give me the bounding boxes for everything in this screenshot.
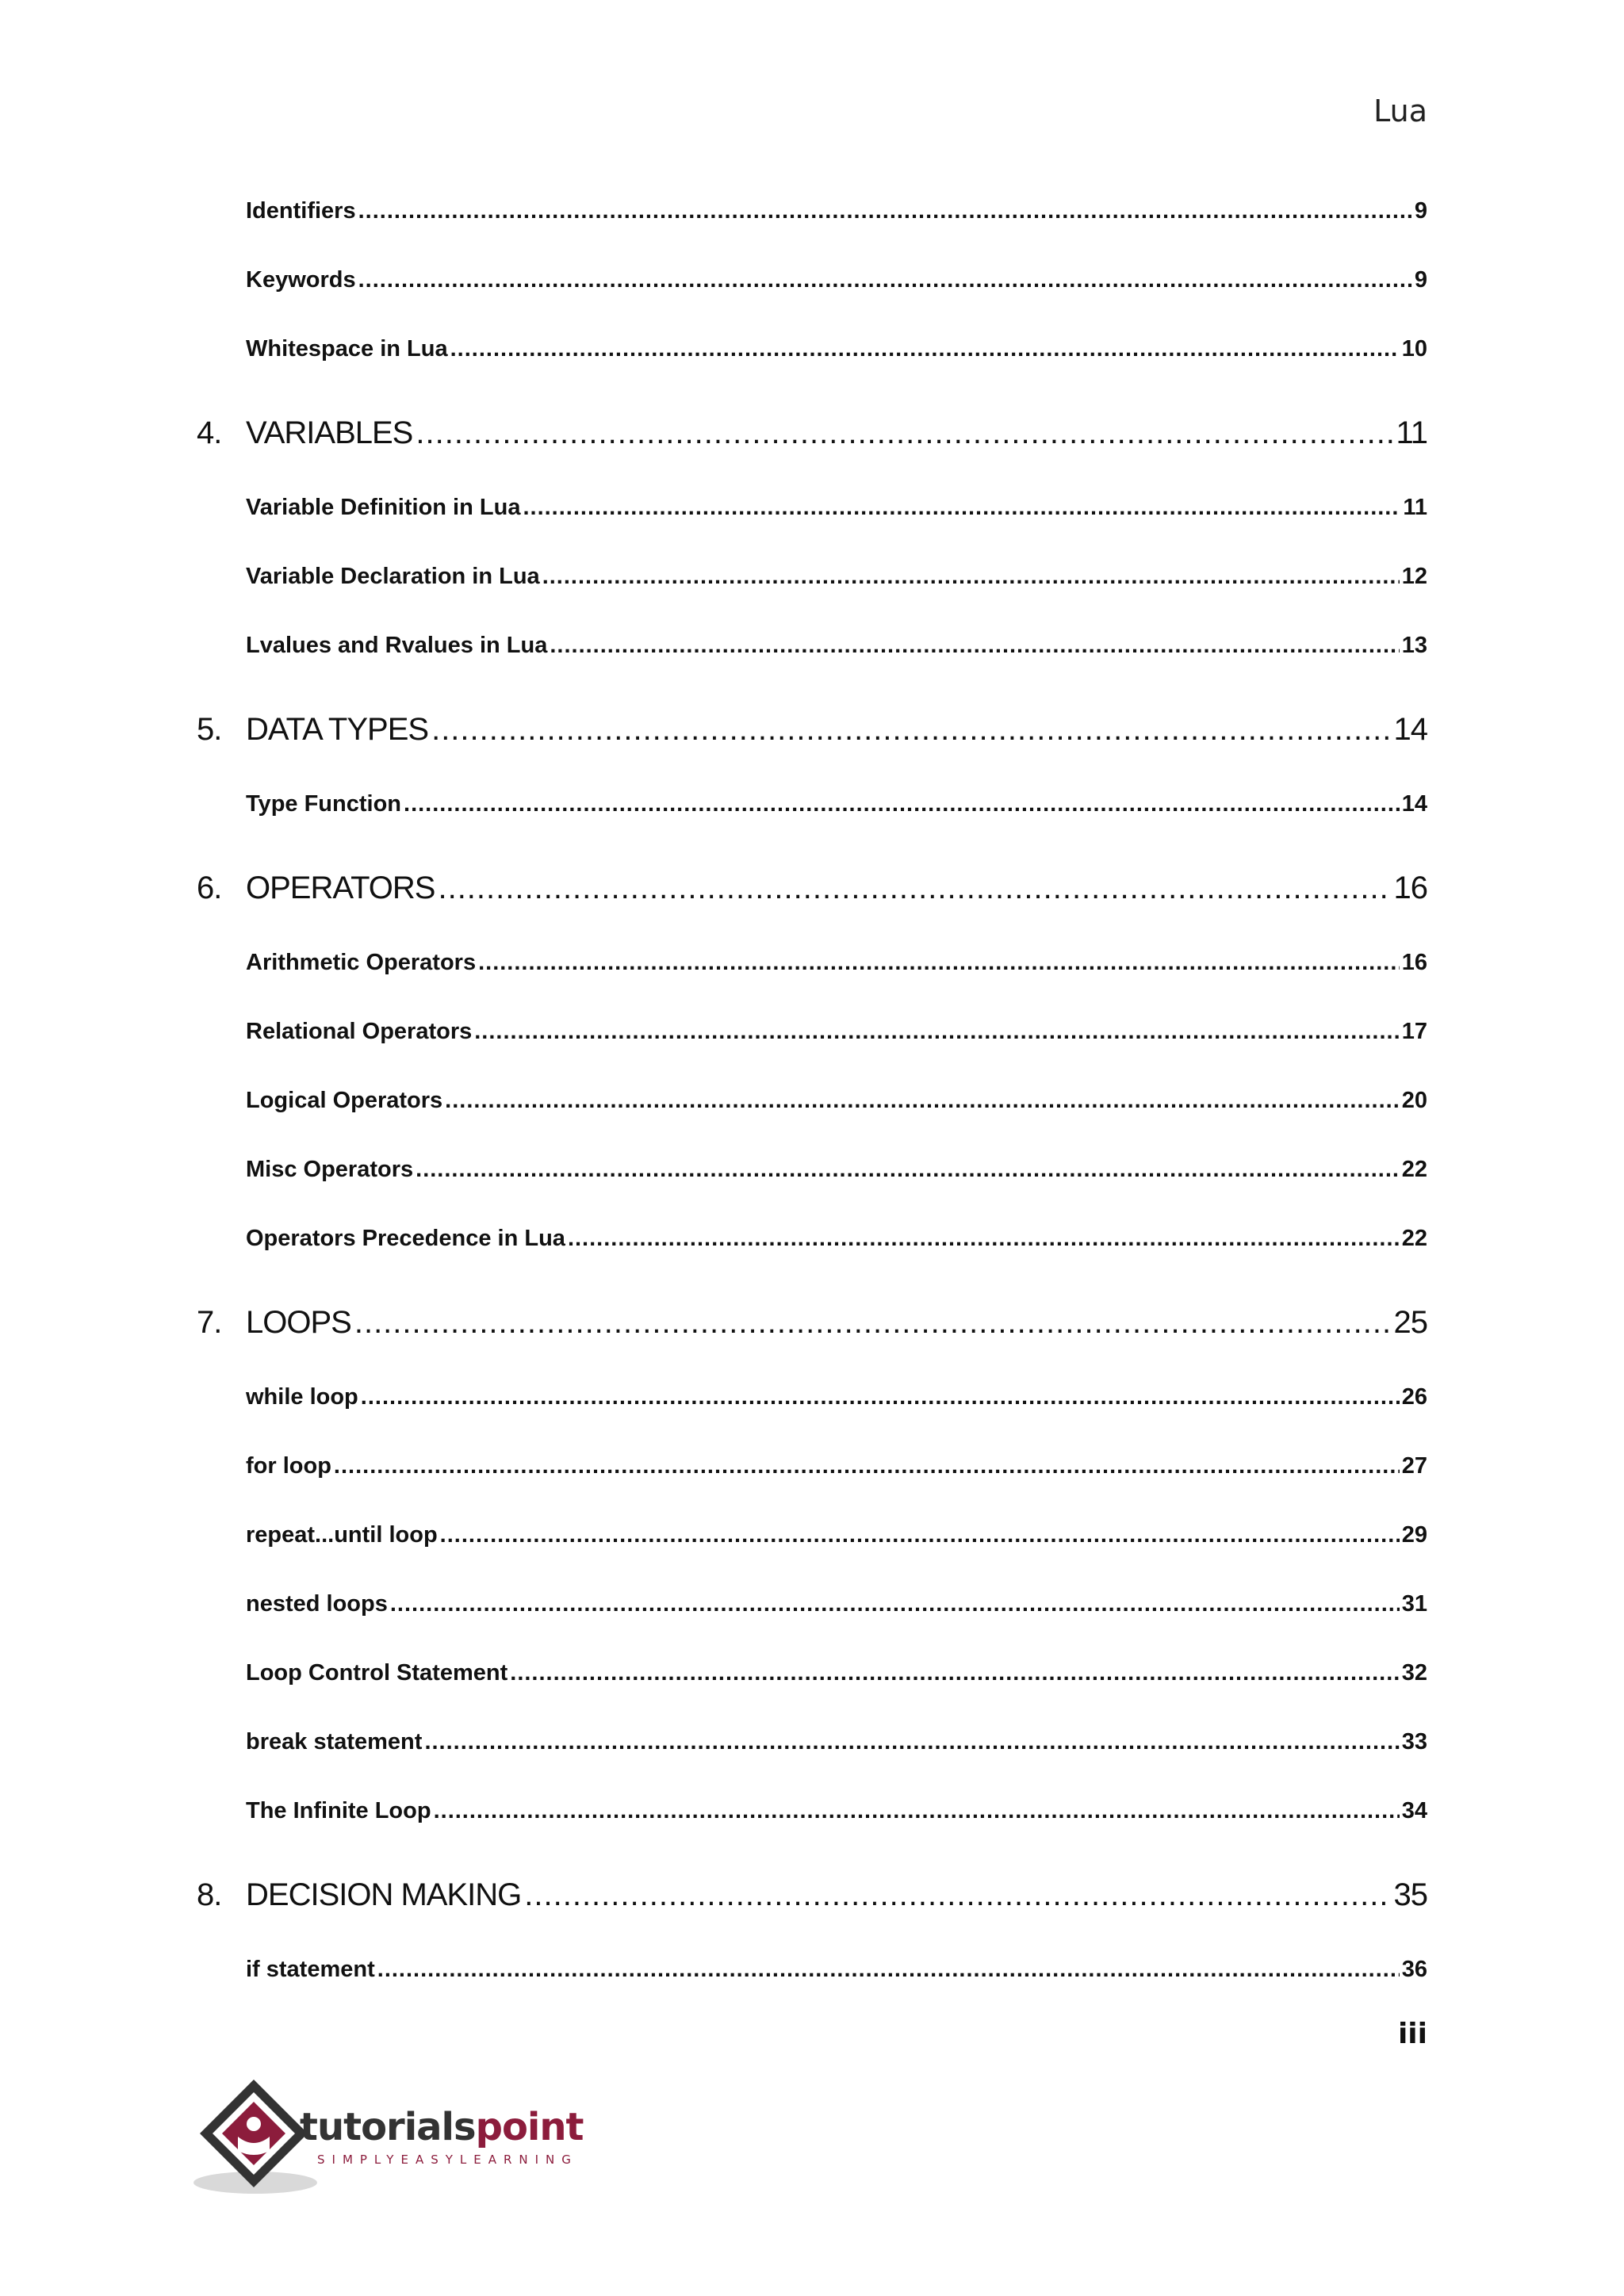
toc-chapter[interactable] — [197, 712, 1427, 760]
toc-dot-leader — [404, 791, 1400, 817]
toc-dot-leader — [550, 633, 1399, 659]
toc-entry[interactable] — [246, 950, 1427, 988]
toc-entry-label: Operators Precedence in Lua — [246, 1226, 565, 1251]
toc-entry[interactable] — [246, 1957, 1427, 1995]
toc-page-number: 17 — [1401, 1019, 1427, 1044]
toc-chapter-number: 8. — [197, 1877, 222, 1912]
toc-page-number: 10 — [1401, 336, 1427, 362]
toc-entry[interactable] — [246, 1798, 1427, 1836]
toc-entry-label: nested loops — [246, 1591, 388, 1617]
toc-entry-label: Arithmetic Operators — [246, 950, 477, 975]
page-header-title: Lua — [1373, 94, 1427, 128]
toc-dot-leader — [450, 336, 1400, 362]
toc-dot-leader — [416, 1157, 1400, 1183]
toc-page-number: 29 — [1401, 1522, 1427, 1548]
toc-page-number: 16 — [1393, 871, 1427, 905]
toc-entry[interactable] — [246, 1660, 1427, 1698]
toc-entry-label: Lvalues and Rvalues in Lua — [246, 633, 548, 658]
toc-chapter[interactable] — [197, 415, 1427, 463]
toc-entry-label: DECISION MAKING — [246, 1877, 522, 1912]
toc-dot-leader — [361, 1384, 1400, 1410]
toc-entry-label: while loop — [246, 1384, 358, 1410]
toc-dot-leader — [438, 871, 1390, 906]
toc-dot-leader — [334, 1453, 1400, 1479]
toc-entry-label: Logical Operators — [246, 1088, 443, 1113]
toc-page-number: 26 — [1401, 1384, 1427, 1410]
toc-page-number: 9 — [1414, 198, 1427, 224]
toc-entry[interactable] — [246, 1384, 1427, 1422]
toc-dot-leader — [474, 1019, 1399, 1045]
toc-page-number: 32 — [1401, 1660, 1427, 1686]
toc-entry-label: Identifiers — [246, 198, 356, 224]
toc-page-number: 20 — [1401, 1088, 1427, 1113]
toc-page-number: 22 — [1401, 1226, 1427, 1251]
toc-dot-leader — [445, 1088, 1400, 1114]
toc-page-number: 35 — [1393, 1877, 1427, 1912]
toc-page-number: 9 — [1414, 267, 1427, 293]
toc-dot-leader — [390, 1591, 1400, 1617]
toc-entry[interactable] — [246, 564, 1427, 602]
toc-dot-leader — [568, 1226, 1400, 1252]
tutorialspoint-logo — [190, 2073, 603, 2200]
logo-tagline: SIMPLYEASYLEARNING — [317, 2152, 578, 2167]
toc-chapter-number: 4. — [197, 415, 222, 450]
toc-entry[interactable] — [246, 267, 1427, 305]
toc-entry-label: DATA TYPES — [246, 712, 429, 747]
toc-entry[interactable] — [246, 791, 1427, 829]
page-number: iii — [1397, 2018, 1427, 2050]
toc-entry-label: break statement — [246, 1729, 423, 1755]
toc-entry-label: Keywords — [246, 267, 356, 293]
toc-page-number: 22 — [1401, 1157, 1427, 1182]
toc-page-number: 36 — [1401, 1957, 1427, 1982]
toc-page-number: 27 — [1401, 1453, 1427, 1479]
toc-entry-label: Whitespace in Lua — [246, 336, 448, 362]
toc-entry[interactable] — [246, 1019, 1427, 1057]
toc-entry[interactable] — [246, 1729, 1427, 1767]
toc-entry[interactable] — [246, 1226, 1427, 1264]
toc-chapter-number: 5. — [197, 712, 222, 747]
toc-entry-label: VARIABLES — [246, 415, 413, 450]
toc-entry-label: Loop Control Statement — [246, 1660, 508, 1686]
toc-entry[interactable] — [246, 1453, 1427, 1491]
toc-dot-leader — [358, 198, 1412, 224]
toc-page-number: 13 — [1401, 633, 1427, 658]
toc-dot-leader — [416, 415, 1392, 451]
toc-dot-leader — [478, 950, 1400, 976]
toc-entry-label: LOOPS — [246, 1305, 351, 1340]
toc-dot-leader — [542, 564, 1400, 590]
toc-entry-label: Misc Operators — [246, 1157, 414, 1182]
toc-chapter-number: 7. — [197, 1305, 222, 1340]
toc-page-number: 25 — [1393, 1305, 1427, 1340]
toc-page-number: 34 — [1401, 1798, 1427, 1823]
toc-entry[interactable] — [246, 198, 1427, 236]
toc-entry-label: The Infinite Loop — [246, 1798, 431, 1823]
toc-entry-label: Relational Operators — [246, 1019, 473, 1044]
toc-dot-leader — [354, 1305, 1391, 1341]
toc-entry[interactable] — [246, 495, 1427, 533]
toc-entry[interactable] — [246, 1522, 1427, 1560]
toc-dot-leader — [523, 495, 1400, 521]
toc-page-number: 14 — [1401, 791, 1427, 817]
toc-page-number: 31 — [1401, 1591, 1427, 1617]
toc-chapter[interactable] — [197, 1877, 1427, 1925]
toc-dot-leader — [434, 1798, 1400, 1824]
toc-page-number: 14 — [1393, 712, 1427, 747]
toc-dot-leader — [524, 1877, 1390, 1913]
toc-entry[interactable] — [246, 1157, 1427, 1195]
toc-dot-leader — [424, 1729, 1399, 1755]
toc-dot-leader — [431, 712, 1390, 748]
toc-entry-label: repeat...until loop — [246, 1522, 438, 1548]
toc-chapter[interactable] — [197, 1305, 1427, 1353]
logo-emblem-icon — [190, 2073, 317, 2200]
toc-chapter-number: 6. — [197, 871, 222, 905]
toc-dot-leader — [377, 1957, 1400, 1983]
logo-name-part1: tutorials — [300, 2105, 476, 2149]
toc-page-number: 33 — [1401, 1729, 1427, 1755]
toc-entry[interactable] — [246, 633, 1427, 671]
toc-page-number: 11 — [1396, 415, 1427, 450]
toc-entry-label: if statement — [246, 1957, 375, 1982]
toc-entry-label: Variable Declaration in Lua — [246, 564, 540, 589]
toc-page-number: 16 — [1401, 950, 1427, 975]
toc-entry[interactable] — [246, 1591, 1427, 1629]
toc-entry-label: for loop — [246, 1453, 331, 1479]
toc-dot-leader — [510, 1660, 1399, 1686]
toc-chapter[interactable] — [197, 871, 1427, 918]
toc-entry-label: Variable Definition in Lua — [246, 495, 521, 520]
toc-entry-label: Type Function — [246, 791, 402, 817]
toc-dot-leader — [358, 267, 1412, 293]
logo-name-part2: point — [475, 2105, 584, 2149]
toc-entry-label: OPERATORS — [246, 871, 435, 905]
toc-page-number: 11 — [1403, 495, 1427, 520]
logo-wordmark — [300, 2105, 583, 2149]
toc-entry[interactable] — [246, 336, 1427, 374]
toc-dot-leader — [440, 1522, 1400, 1548]
toc-page-number: 12 — [1401, 564, 1427, 589]
toc-entry[interactable] — [246, 1088, 1427, 1126]
